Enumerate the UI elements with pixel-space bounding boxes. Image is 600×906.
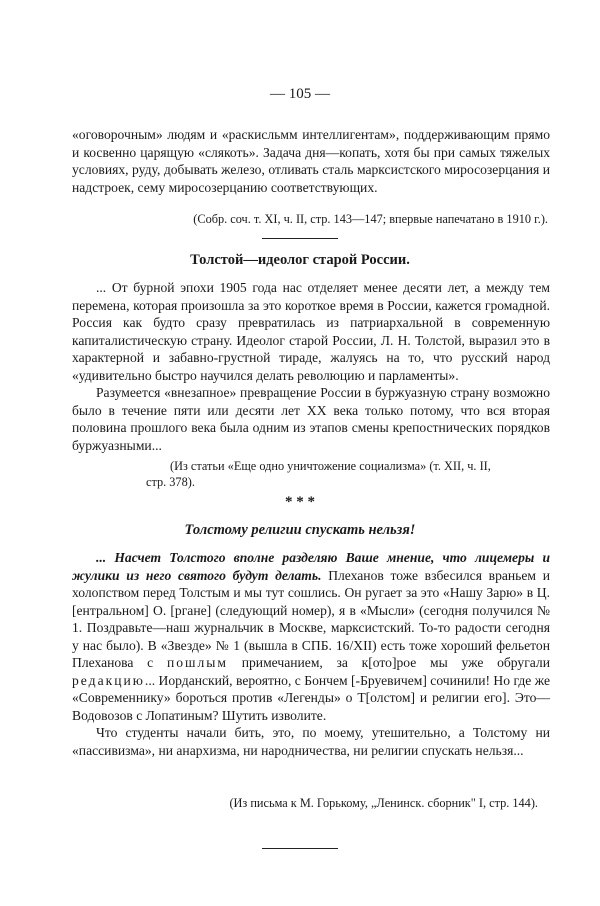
section1-citation-line2: стр. 378). (146, 475, 195, 489)
intro-citation: (Собр. соч. т. XI, ч. II, стр. 143—147; впервые напечатано в 1910 г.). (193, 212, 548, 226)
section1-citation-line1: (Из статьи «Еще одно уничтожение социализма» (т. XII, ч. II, (170, 459, 491, 473)
section1-paragraph-1: ... От бурной эпохи 1905 года нас отделяет менее десяти лет, а между тем перемена, которая произошла за это короткое время в России, кажется громадной. Россия как будто сразу превратилась из патриархальной в современную капиталистическую страну. Идеолог старой России, Л. Н. Толстой, выразил это в характерной и забавно-грустной тираде, жалуясь на то, что русский народ «удивительно быстро научился делать революцию и парламенты». (72, 280, 550, 383)
section-title-no-religion: Толстому религии спускать нельзя! (184, 522, 416, 538)
section-divider-rule (262, 238, 338, 239)
section2-citation: (Из письма к М. Горькому, „Ленинск. сборник" I, стр. 144). (229, 796, 538, 810)
section2-body (72, 549, 550, 759)
intro-paragraph: «оговорочным» людям и «раскисльмм интеллигентам», поддерживающим прямо и косвенно царящую «слякоть». Задача дня—копать, хотя бы при самых тяжелых условиях, руду, добывать железо, отливать сталь марксистского миросозерцания и надстроек, сему миросозерцанию соответствующих. (72, 127, 550, 195)
section2-paragraph-1 (72, 549, 550, 724)
asterism-separator: * * * (285, 494, 315, 510)
section2-spaced-word-1: пошлым (166, 655, 228, 670)
section-title-tolstoy-ideologue: Толстой—идеолог старой России. (190, 252, 410, 268)
section2-bold-opening: ... Насчет Толстого вполне разделяю Ваше мнение, что лицемеры и жулики из него святого будут делать. (72, 550, 550, 583)
intro-paragraph-block (72, 126, 550, 196)
end-divider-rule (262, 848, 338, 849)
section2-spaced-word-2: редакцию (72, 672, 145, 688)
section2-para1-part-b: примечанием, за к[ото]рое мы уже обругали (228, 655, 550, 670)
section1-paragraph-2: Разумеется «внезапное» превращение России в буржуазную страну возможно было в течение пяти или десяти лет XX века только потому, что вся вторая половина прошлого века была одним из этапов смены крепостнических порядков буржуазными... (72, 385, 550, 453)
section2-para1-part-c: ... Иорданский, вероятно, с Бончем [-Бруевичем] сочинили! Но где же «Современнику» бороться против «Легенды» о Т[олстом] и религии его]. Это—Водовозов с Лопатиным? Шутить изволите. (72, 672, 550, 723)
page-number: — 105 — (270, 86, 330, 102)
section2-paragraph-2: Что студенты начали бить, это, по моему, утешительно, а Толстому ни «пассивизма», ни анархизма, ни народничества, ни религии спускать нельзя... (72, 725, 550, 758)
section2-para1-part-a: Плеханов тоже взбесился враньем и холопством перед Толстым и мы тут сошлись. Он ругает за это «Нашу Зарю» в Ц. [ентральном] О. [ргане] (следующий номер), я в «Мысли» (сегодня получился № 1. Поздравьте—наш журнальчик в Москве, марксистский. То-то радости сегодня у нас было). В «Звезде» № 1 (вышла в СПБ. 16/XII) есть тоже хороший фельетон Плеханова с (72, 567, 551, 670)
section1-body (72, 279, 550, 454)
